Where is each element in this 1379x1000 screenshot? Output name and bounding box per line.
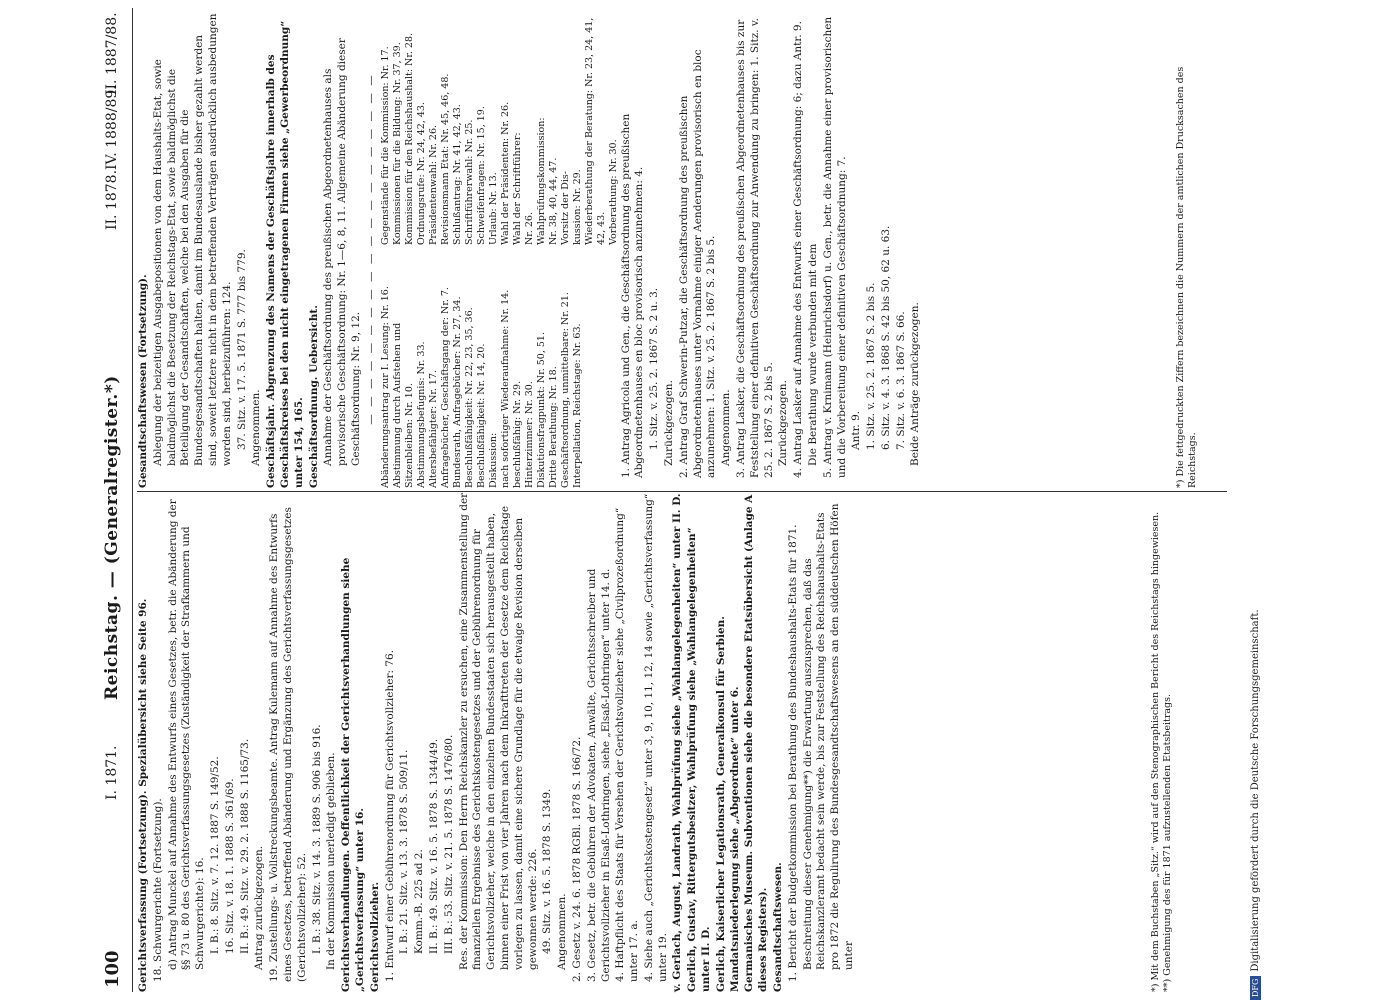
register-heading: Gerichtsverfassung (Fortsetzung). Spezialübersicht siehe Seite 96. xyxy=(137,598,149,992)
register-entry: 3. Gesetz, betr. die Gebühren der Advokaten, Anwälte, Gerichtsschreiber und Gerichtsvollzieher in Elsaß-Lothringen, siehe „Elsaß-Lothringen“ unter 14. d. xyxy=(585,568,612,982)
register-entry: 1. Sitz. v. 25. 2. 1867 S. 2 bis 5. xyxy=(865,282,878,450)
register-entry: Annahme der Geschäftsordnung des preußischen Abgeordnetenhauses als provisorische Geschäftsordnung: Nr. 1—6, 8, 11. Allgemeine Abänderung dieser Geschäftsordnung: Nr. 9, 12. xyxy=(322,38,362,466)
register-entry: Antrag zurückgezogen. xyxy=(253,845,266,970)
right-column xyxy=(137,10,924,488)
left-footnote-2: **) Genehmigung des für 1871 aufzustellenden Etatsbeitrags. xyxy=(1162,694,1173,992)
left-column xyxy=(137,492,858,992)
register-entry: Ablegung der beizeitigen Ausgabepositionen von dem Haushalts-Etat, sowie baldmöglichst die Besetzung der Reichstags-Etat, sowie baldmöglichst die Beteiligung der Gesandtschaften, welche bei den Ausgaben für die Bundesgesandtschaften halten, damit im Bundesauslande bisher gezahlt werden sind, soweit letztere nicht in dem betreffenden Verträgen ausdrücklich ausbedungen worden sind, herbeizuführen: 124. xyxy=(151,13,233,466)
register-entry: 1. Sitz. v. 25. 2. 1867 S. 2 u. 3. xyxy=(648,287,661,450)
register-entry: II. B.: 49. Sitz. v. 16. 5. 1878 S. 1344/49. xyxy=(427,738,440,954)
register-heading: v. Gerlach, August, Landrath, Wahlprüfung siehe „Wahlangelegenheiten“ unter II. D. xyxy=(671,493,684,992)
digitization-credit xyxy=(1250,609,1261,1000)
register-heading: Gerichtsvollzieher. xyxy=(368,881,381,992)
register-entry: Beide Anträge zurückgezogen. xyxy=(909,302,922,466)
margin-mark-1878: II. 1878. xyxy=(104,169,120,230)
register-entry: 4. Antrag Lasker auf Annahme des Entwurfs einer Geschäftsordnung: 6; dazu Antr. 9. xyxy=(792,21,805,478)
register-entry: II. B.: 49. Sitz. v. 29. 2. 1888 S. 1165/73. xyxy=(238,738,251,954)
register-entry: Die Berathung wurde verbunden mit dem xyxy=(806,243,819,466)
register-heading: Germanisches Museum. Subventionen siehe die besondere Etatsübersicht (Anlage A dieses Registers). xyxy=(743,494,770,992)
register-entry: 7. Sitz. v. 6. 3. 1867 S. 66. xyxy=(894,311,907,450)
running-title: Reichstag. — (Generalregister.*) xyxy=(102,375,122,700)
register-heading: Gerlich, Kaiserlicher Legationsrath, Generalkonsul für Serbien. Mandatsniederlegung siehe „Abgeordnete“ unter 6. xyxy=(714,616,741,992)
register-entry: d) Antrag Munckel auf Annahme des Entwurfs eines Gesetzes, betr. die Abänderung der §§ 73 u. 80 des Gerichtsverfassungsgesetzes (Zuständigkeit der Strafkammern und Schwurgerichte): 16. xyxy=(166,499,207,970)
register-entry: Angenommen. xyxy=(720,389,733,466)
register-entry: Zurückgezogen. xyxy=(662,380,675,466)
register-entry: 49. Sitz. v. 16. 5. 1878 S. 1349. xyxy=(541,788,554,954)
register-entry: Zurückgezogen. xyxy=(777,380,790,466)
register-entry: Angenommen. xyxy=(250,389,263,466)
register-entry: 2. Antrag Graf Schwerin-Putzar, die Geschäftsordnung des preußischen Abgeordnetenhauses unter Vornahme einiger Aenderungen provisorisch en bloc anzunehmen: 1. Sitz. v. 25. 2. 1867 S. 2 bis 5. xyxy=(677,49,718,478)
register-heading: Geschäftsjahr. Abgrenzung des Namens der Geschäftsjahre innerhalb des Geschäftskreises bei den nicht eingetragenen Firmen siehe „Gewerbeordnung“ unter 154, 165. xyxy=(265,20,305,488)
register-entry: I. B.: 8. Sitz. v. 7. 12. 1887 S. 149/52. xyxy=(208,756,221,954)
register-entry: Beschreitung dieser Genehmigung**) die Erwartung auszusprechen, daß das Reichskanzleramt bedacht sein werde, bis zur Feststellung des Reichshaushalts-Etats pro 1872 die Regulirung des Bundesgesandtschaftswesens an den süddeutschen Höfen unter xyxy=(801,503,856,970)
register-entry: 1. Entwurf einer Gebührenordnung für Gerichtsvollzieher: 76. xyxy=(383,649,396,982)
right-footnote: *) Die fettgedruckten Ziffern bezeichnen die Nummern der amtlichen Drucksachen des Reichstags. xyxy=(1175,66,1198,488)
register-heading: Geschäftsordnung. Uebersicht. xyxy=(307,305,320,488)
register-entry: 5. Antrag v. Krnimann (Heinrichsdorf) u. Gen., betr. die Annahme einer provisorischen und die Vorbereitung einer definitiven Geschäftsordnung: 7. xyxy=(821,16,848,478)
register-entry: 3. Antrag Lasker, die Geschäftsordnung des preußischen Abgeordnetenhauses bis zur Feststellung einer definitiven Geschäftsordnung zur Anwendung zu bringen: 1. Sitz. v. 25. 2. 1867 S. 2 bis 5. xyxy=(734,18,775,478)
register-entry: 4. Siehe auch „Gerichtskostengesetz“ unter 3, 9, 10, 11, 12, 14 sowie „Gerichtsverfassung“ unter 19. xyxy=(642,493,669,982)
subject-index-left: Abänderungsantrag zur I. Lesung: Nr. 16. Abstimmung durch Aufstehen und Sitzenbleiben: Nr. 10. Abstimmungsbefugnis: Nr. 33. Altersbefähigter: Nr. 17. Anfragebücher, Geschäftsgang der: Nr. 7. Bundesrath, Anfragebücher: Nr. 27, 34. Beschlußfähigkeit: Nr. 22, 23, 35, 36. Beschlußfähigkeit: Nr. 14, 20. Diskussion: nach sofortiger Wiederaufnahme: Nr. 14. beschlußfähig: Nr. 29. Hinterzimmer: Nr. 30. Diskutionsfragpunkt: Nr. 50, 51. Dritte Berathung: Nr. 18. Geschäftsordnung, unmittelbare: Nr. 21. Interpellation, Reichstage: Nr. 63. xyxy=(379,286,583,488)
register-entry: 37. Sitz. v. 17. 5. 1871 S. 777 bis 779. xyxy=(235,249,248,450)
register-entry: 4. Haftpflicht des Staats für Versehen der Gerichtsvollzieher siehe „Civilprozeßordnung“ unter 17. a. xyxy=(614,507,641,982)
register-entry: 19. Zustellungs- u. Vollstreckungsbeamte. Antrag Kulemann auf Annahme des Entwurfs eines Gesetzes, betreffend Abänderung und Ergänzung des Gerichtsverfassungsgesetzes (Gerichtsvollzieher): 52. xyxy=(268,507,308,982)
register-entry: I. B.: 21. Sitz. v. 13. 3. 1878 S. 509/11. xyxy=(398,749,411,954)
header-rule xyxy=(132,8,133,992)
register-entry: III. B.: 53. Sitz. v. 21. 5. 1878 S. 1476/80. xyxy=(442,734,455,954)
register-heading: Gerlich, Gustav, Rittergutsbesitzer, Wahlprüfung siehe „Wahlangelegenheiten“ unter II. D. xyxy=(686,527,713,992)
left-footnote-1: *) Mit dem Buchstaben „Sitz.“ wird auf den Stenographischen Bericht des Reichstags hingewiesen. xyxy=(1150,511,1161,992)
subject-index-right: Gegenstände für die Kommission: Nr. 17. Kommissionen für die Bildung: Nr. 37, 39. Kommission für den Reichshaushalt: Nr. 28. Ordnungsrufe: Nr. 24, 42, 43. Präsidentenwahl: Nr. 26. Revisionsmann Etat: Nr. 45, 46, 48. Schlußantrag: Nr. 41, 42, 43. Schriftführerwahl: Nr. 25. Schweifenfragen: Nr. 15, 19. Urlaub: Nr. 13. Wahl der Präsidenten: Nr. 26. Wahl der Schriftführer: Nr. 26. Wahlprüfungskommission: Nr. 38, 40, 44, 47. Vorsitz der Dis- kussion: Nr. 29. Wiederberathung der Beratung: Nr. 23, 24, 41, 42, 43. Vorberathung: Nr. 30. xyxy=(379,17,619,245)
margin-mark-1871: I. 1871. xyxy=(104,745,120,800)
margin-mark-1887: II. 1887/88. xyxy=(104,12,120,95)
register-entry: 2. Gesetz v. 24. 6. 1878 RGBl. 1878 S. 166/72. xyxy=(570,736,583,982)
register-entry: 6. Sitz. v. 4. 3. 1868 S. 42 bis 50, 62 u. 63. xyxy=(879,225,892,450)
register-entry: 1. Antrag Agricola und Gen., die Geschäftsordnung des preußischen Abgeordnetenhauses en bloc provisorisch anzunehmen: 4. xyxy=(619,113,646,478)
register-entry: 1. Bericht der Budgetkommission bei Berathung des Bundeshaushalts-Etats für 1871. xyxy=(786,524,799,982)
left-footnotes xyxy=(1150,492,1174,992)
register-entry: Komm.-B. 225 ad 2. xyxy=(413,849,426,954)
register-entry: In der Kommission unerledigt geblieben. xyxy=(325,752,338,970)
page-number: 100 xyxy=(102,950,123,988)
dfg-logo: DFG xyxy=(1250,976,1261,1000)
register-heading: Gesandtschaftswesen. xyxy=(772,862,785,992)
register-entry: 18. Schwurgerichte (Fortsetzung). xyxy=(151,798,164,982)
register-entry: I. B.: 38. Sitz. v. 14. 3. 1889 S. 906 bis 916. xyxy=(310,724,323,954)
register-heading: Gerichtsverhandlungen. Oeffentlichkeit der Gerichtsverhandlungen siehe „Gerichtsverfassung“ unter 16. xyxy=(340,557,366,992)
subject-index xyxy=(380,10,620,488)
register-entry: Res. der Kommission: Den Herrn Reichskanzler zu ersuchen, eine Zusammenstellung der finanziellen Ergebnisse des Gerichtskostengesetzes und der Gebührenordnung für Gerichtsvollzieher, welche in den einzelnen Bundesstaaten sich herausgestellt haben, binnen einer Frist von vier Jahren nach dem Inkrafttreten der Gesetze dem Reichstage vorlegen zu lassen, damit eine sichere Grundlage für die etwaige Revision derselben gewonnen werde: 226. xyxy=(457,492,539,970)
register-entry: 16. Sitz. v. 18. 1. 1888 S. 361/69. xyxy=(223,778,236,954)
register-entry: Antr. 9. xyxy=(850,410,863,450)
register-entry: — — — — — — — — — — — — — — — — — — — — xyxy=(364,73,377,425)
register-entry: Angenommen. xyxy=(556,893,569,970)
credit-text: Digitalisierung gefördert durch die Deutsche Forschungsgemeinschaft. xyxy=(1250,609,1261,972)
register-heading: Gesandtschaftswesen (Fortsetzung). xyxy=(137,274,149,488)
margin-mark-1888: IV. 1888/89. xyxy=(104,85,120,170)
